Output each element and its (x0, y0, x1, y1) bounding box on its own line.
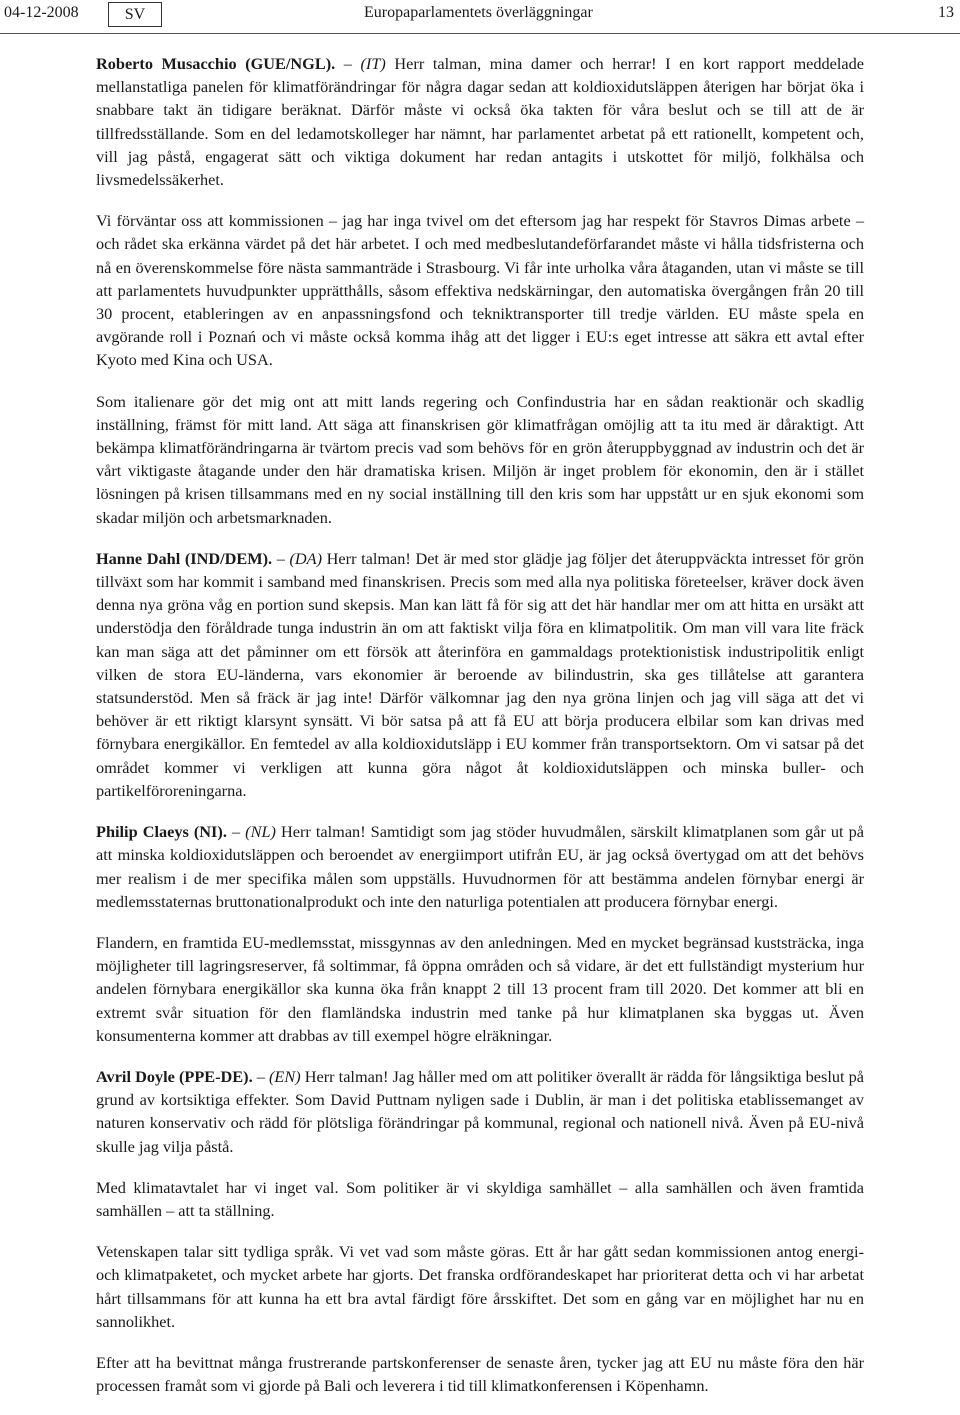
dash: – (226, 822, 246, 842)
speaker-name: Avril Doyle (PPE-DE). (96, 1066, 253, 1086)
speaker-name: Roberto Musacchio (GUE/NGL). (96, 54, 336, 73)
speech-paragraph (96, 1065, 864, 1158)
speaker-name: Philip Claeys (NI). (96, 822, 227, 842)
paragraph: Efter att ha bevittnat många frustrerande partskonferenser de senaste åren, tycker jag att EU nu måste föra den här processen framåt som vi gjorde på Bali och leverera i tid till klimatkonferensen i Köpenhamn. (96, 1352, 864, 1396)
language-code: (DA) (289, 548, 323, 568)
page-number: 13 (938, 4, 954, 21)
dash: – (272, 548, 290, 568)
speaker-name: Hanne Dahl (IND/DEM). (96, 548, 273, 568)
paragraph: Vetenskapen talar sitt tydliga språk. Vi vet vad som måste göras. Ett år har gått sedan kommissionen antog energi- och klimatpaketet, och mycket arbete har gjorts. Det franska ordförandeskapet har prioriterat detta och vi har arbetat hårt tillsammans för att kunna ha ett bra avtal färdigt före årsskiftet. Det som en gång var en möjlighet har nu en sannolikhet. (96, 1242, 864, 1331)
language-code: (EN) (269, 1066, 301, 1086)
dash: – (252, 1066, 269, 1086)
paragraph-text: Herr talman! Jag håller med om att politiker överallt är rädda för långsiktiga beslut på grund av kortsiktiga effekter. Som David Puttnam nyligen sade i Dublin, är man i det politiska etablissemanget av naturen konservativ och rädd för plötsliga förändringar på kommunal, regional och nationell nivå. Även på EU-nivå skulle jag vilja påstå. (96, 1066, 864, 1156)
speech-paragraph (96, 820, 864, 913)
document-body (96, 52, 864, 1415)
language-code: (IT) (360, 54, 386, 73)
dash: – (335, 54, 361, 73)
page-header (0, 0, 960, 34)
paragraph: Med klimatavtalet har vi inget val. Som politiker är vi skyldiga samhället – alla samhällen och även framtida samhällen – att ta ställning. (96, 1177, 864, 1220)
language-badge: SV (108, 2, 162, 27)
speech-paragraph (96, 547, 864, 802)
language-code: (NL) (245, 822, 276, 842)
paragraph-text: Herr talman! Samtidigt som jag stöder huvudmålen, särskilt klimatplanen som går ut på att minska koldioxidutsläppen och beroendet av energiimport utifrån EU, är jag också övertygad om att det behövs mer realism i de mer specifika målen som uppställs. Huvudnormen för att bestämma andelen förnybar energi är medlemsstaternas bruttonationalprodukt och inte den naturliga potentialen att producera förnybar energi. (96, 822, 865, 911)
paragraph: Flandern, en framtida EU-medlemsstat, missgynnas av den anledningen. Med en mycket begränsad kuststräcka, inga möjligheter till lagringsreserver, få soltimmar, få öppna områden och så vidare, är det ett fullständigt mysterium hur andelen förnybara energikällor ska kunna öka från knappt 2 till 13 procent fram till 2020. Det kommer att bli en extremt svår situation för den flamländska industrin med tanke på hur klimatplanen ska byggas ut. Även konsumenterna kommer att drabbas av till exempel högre elräkningar. (96, 932, 864, 1045)
paragraph: Vi förväntar oss att kommissionen – jag har inga tvivel om det eftersom jag har respekt för Stavros Dimas arbete – och rådet ska erkänna värdet på det här arbetet. I och med medbeslutandeförfarandet måste vi hålla tidsfristerna och nå en överenskommelse före nästa sammanträde i Strasbourg. Vi får inte urholka våra åtaganden, utan vi måste se till att parlamentets huvudpunkter upprätthålls, såsom effektiva nedskärningar, den automatiska övergången från 20 till 30 procent, etableringen av en anpassningsfond och tekniktransporter till tredje världen. EU måste spela en avgörande roll i Poznań och vi måste också komma ihåg att det ligger i EU:s eget intresse att säkra ett avtal efter Kyoto med Kina och USA. (96, 211, 864, 370)
speech-paragraph (96, 52, 864, 191)
paragraph-text: Herr talman, mina damer och herrar! I en kort rapport meddelade mellanstatliga panelen för klimatförändringar för några dagar sedan att koldioxidutsläppen återigen har börjat öka i snabbare takt än tidigare beräknat. Därför måste vi också öka takten för våra beslut och se till att de är tillfredsställande. Som en del ledamotskolleger har nämnt, har parlamentet arbetat på ett rationellt, kompetent och, vill jag påstå, engagerat sätt och viktiga dokument har redan antagits i utskottet för miljö, folkhälsa och livsmedelssäkerhet. (96, 54, 865, 190)
paragraph: Som italienare gör det mig ont att mitt lands regering och Confindustria har en sådan reaktionär och skadlig inställning, främst för mitt land. Att säga att finanskrisen gör klimatfrågan omöjlig att ta itu med är dåraktigt. Att bekämpa klimatförändringarna är tvärtom precis vad som behövs för en grön återuppbyggnad av industrin och det är vårt viktigaste åtagande under den här dramatiska krisen. Miljön är inget problem för ekonomin, den är i stället lösningen på krisen tillsammans med en ny social inställning till den kris som har uppstått ur en sjuk ekonomi som skadar miljön och arbetsmarknaden. (96, 391, 864, 527)
paragraph-text: Herr talman! Det är med stor glädje jag följer det återuppväckta intresset för grön tillväxt som har kommit i samband med finanskrisen. Precis som med alla nya politiska företeelser, kräver dock även denna nya gröna våg en portion sund skepsis. Man kan lätt få för sig att det här handlar mer om att hitta en ursäkt att understödja den föråldrade tunga industrin än om att faktiskt vilja föra en klimatpolitik. Om man vill vara lite fräck kan man säga att det påminner om ett försök att återinföra en gammaldags protektionistisk industripolitik enligt vilken de stora EU-länderna, vars ekonomier är beroende av bilindustrin, ska ges tillåtelse att garantera statsunderstöd. Men så fräck är jag inte! Därför välkomnar jag den nya gröna linjen och jag vill säga att det vi behöver är ett riktigt klarsynt synsätt. Vi bör satsa på att få EU att börja producera elbilar som kan drivas med förnybara energikällor. En femtedel av alla koldioxidutsläpp i EU kommer från transportsektorn. Om vi satsar på det området kommer vi verkligen att kunna göra något åt koldioxidutsläppen och minska buller- och partikelföroreningarna. (96, 548, 864, 800)
header-rule (0, 33, 960, 34)
header-date: 04-12-2008 (4, 4, 79, 21)
header-title: Europaparlamentets överläggningar (364, 4, 593, 21)
